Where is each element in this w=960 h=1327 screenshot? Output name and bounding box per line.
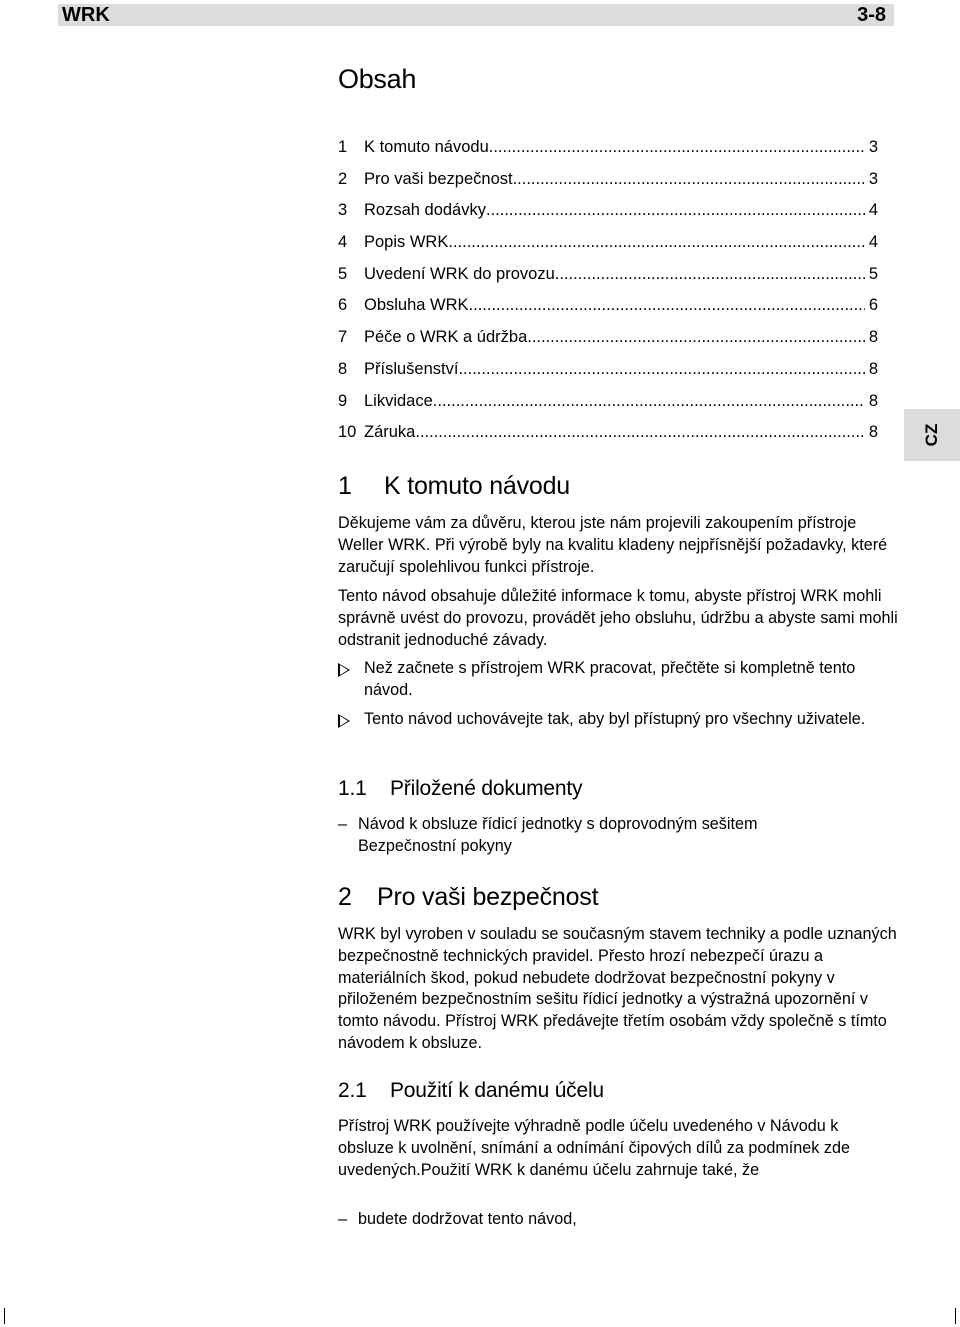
toc-entry-number: 3 (338, 201, 348, 220)
page-title: Obsah (338, 64, 417, 94)
dash-item-text: budete dodržovat tento návod, (358, 1210, 577, 1228)
section-2-1-paragraph-1: Přístroj WRK používejte výhradně podle účelu uvedeného v Návodu k obsluze k uvolnění, snímání a odnímání čipových dílů za podmínek zde uvedených.Použití WRK k danému účelu zahrnuje také, že (338, 1117, 851, 1179)
language-tab (904, 409, 960, 461)
section-2-number: 2 (338, 883, 352, 911)
section-1-1-number: 1.1 (338, 777, 367, 800)
triangle-bullet-icon (338, 709, 350, 731)
toc-entry-label: Záruka (364, 423, 416, 442)
toc-entry[interactable] (338, 132, 878, 164)
header-product-name: WRK (62, 4, 110, 26)
toc-entry-number: 9 (338, 391, 348, 410)
toc-entry-label: Obsluha WRK (364, 296, 469, 315)
toc-entry[interactable] (338, 290, 878, 322)
toc-entry[interactable] (338, 386, 878, 418)
section-2-1-dash-item (338, 1209, 898, 1231)
toc-leader-dots (486, 195, 865, 227)
toc-entry-page: 6 (868, 296, 878, 315)
toc-leader-dots (469, 290, 865, 322)
section-1-paragraph-1: Děkujeme vám za důvěru, kterou jste nám projevili zakoupením přístroje Weller WRK. Při výrobě byly na kvalitu kladeny nejpřísnější požadavky, které zaručují spolehlivou funkci přístroje. (338, 514, 888, 576)
section-1-bullet-1 (338, 658, 898, 702)
toc-entry[interactable] (338, 164, 878, 196)
toc-entry-number: 4 (338, 233, 348, 252)
toc-leader-dots (527, 322, 865, 354)
section-2-paragraph-1: WRK byl vyroben v souladu se současným stavem techniky a podle uznaných bezpečnostně technických pravidel. Přesto hrozí nebezpečí úrazu a materiálních škod, pokud nebudete dodržovat bezpečnostní pokyny v přiloženém bezpečnostním sešitu řídicí jednotky a výstražná upozornění v tomto návodu. Přístroj WRK předávejte třetím osobám vždy společně s tímto návodem k obsluze. (338, 925, 897, 1052)
toc-entry[interactable] (338, 417, 878, 449)
section-2-heading (338, 882, 598, 912)
toc-entry-page: 8 (868, 359, 878, 378)
toc-entry-page: 4 (868, 201, 878, 220)
toc-entry-page: 3 (868, 138, 878, 156)
toc-entry[interactable] (338, 227, 878, 259)
toc-leader-dots (415, 417, 864, 449)
toc-entry-number: 2 (338, 169, 348, 188)
triangle-bullet-icon (338, 658, 350, 680)
section-2-1-heading (338, 1078, 604, 1104)
toc-entry-number: 8 (338, 359, 348, 378)
toc-entry-page: 8 (868, 391, 878, 410)
dash-item-line-1: Návod k obsluze řídicí jednotky s doprovodným sešitem (358, 815, 758, 833)
toc-entry[interactable] (338, 354, 878, 386)
toc-entry-label: Péče o WRK a údržba (364, 328, 528, 347)
toc-leader-dots (448, 227, 864, 259)
toc-entry-label: Likvidace (364, 391, 433, 410)
toc-entry[interactable] (338, 259, 878, 291)
section-1-heading (338, 471, 570, 501)
toc-leader-dots (555, 259, 865, 291)
toc-leader-dots (489, 132, 865, 164)
toc-entry-label: Pro vaši bezpečnost (364, 169, 513, 188)
toc-entry-label: Uvedení WRK do provozu (364, 264, 555, 283)
toc-entry-label: Příslušenství (364, 359, 459, 378)
section-2-title: Pro vaši bezpečnost (377, 883, 599, 911)
crop-mark-right (955, 1308, 956, 1324)
section-1-1-title: Přiložené dokumenty (390, 777, 583, 800)
bullet-text: Tento návod uchovávejte tak, aby byl přístupný pro všechny uživatele. (364, 710, 866, 728)
toc-entry-number: 10 (338, 423, 357, 442)
toc-entry-page: 3 (868, 169, 878, 188)
section-1-1-dash-item (338, 814, 898, 858)
toc-leader-dots (458, 354, 864, 386)
toc-entry-label: K tomuto návodu (364, 138, 489, 156)
table-of-contents (338, 132, 878, 449)
toc-entry[interactable] (338, 195, 878, 227)
dash-bullet-icon: – (338, 815, 348, 833)
section-1-bullet-2 (338, 709, 898, 731)
toc-entry-number: 5 (338, 264, 348, 283)
dash-bullet-icon: – (338, 1210, 348, 1228)
toc-entry-page: 4 (868, 233, 878, 252)
toc-entry[interactable] (338, 322, 878, 354)
section-2-1-number: 2.1 (338, 1079, 367, 1102)
language-tab-label: CZ (922, 423, 941, 447)
page-header (58, 4, 894, 26)
toc-entry-number: 6 (338, 296, 348, 315)
toc-entry-number: 7 (338, 328, 348, 347)
toc-entry-page: 8 (868, 423, 878, 442)
toc-leader-dots (433, 386, 865, 418)
section-2-1-title: Použití k danému účelu (390, 1079, 604, 1102)
dash-item-line-2: Bezpečnostní pokyny (358, 836, 512, 855)
toc-entry-page: 8 (868, 328, 878, 347)
header-page-number: 3-8 (857, 4, 886, 26)
toc-entry-page: 5 (868, 264, 878, 283)
bullet-text: Než začnete s přístrojem WRK pracovat, přečtěte si kompletně tento návod. (364, 659, 856, 699)
section-1-title: K tomuto návodu (384, 472, 571, 500)
crop-mark-left (4, 1308, 5, 1324)
section-1-paragraph-2: Tento návod obsahuje důležité informace k tomu, abyste přístroj WRK mohli správně uvést do provozu, provádět jeho obsluhu, údržbu a abyste sami mohli odstranit jednoduché závady. (338, 587, 898, 649)
toc-entry-number: 1 (338, 138, 348, 156)
toc-leader-dots (513, 164, 865, 196)
section-1-number: 1 (338, 472, 352, 500)
toc-entry-label: Rozsah dodávky (364, 201, 486, 220)
section-1-1-heading (338, 776, 582, 802)
toc-entry-label: Popis WRK (364, 233, 449, 252)
